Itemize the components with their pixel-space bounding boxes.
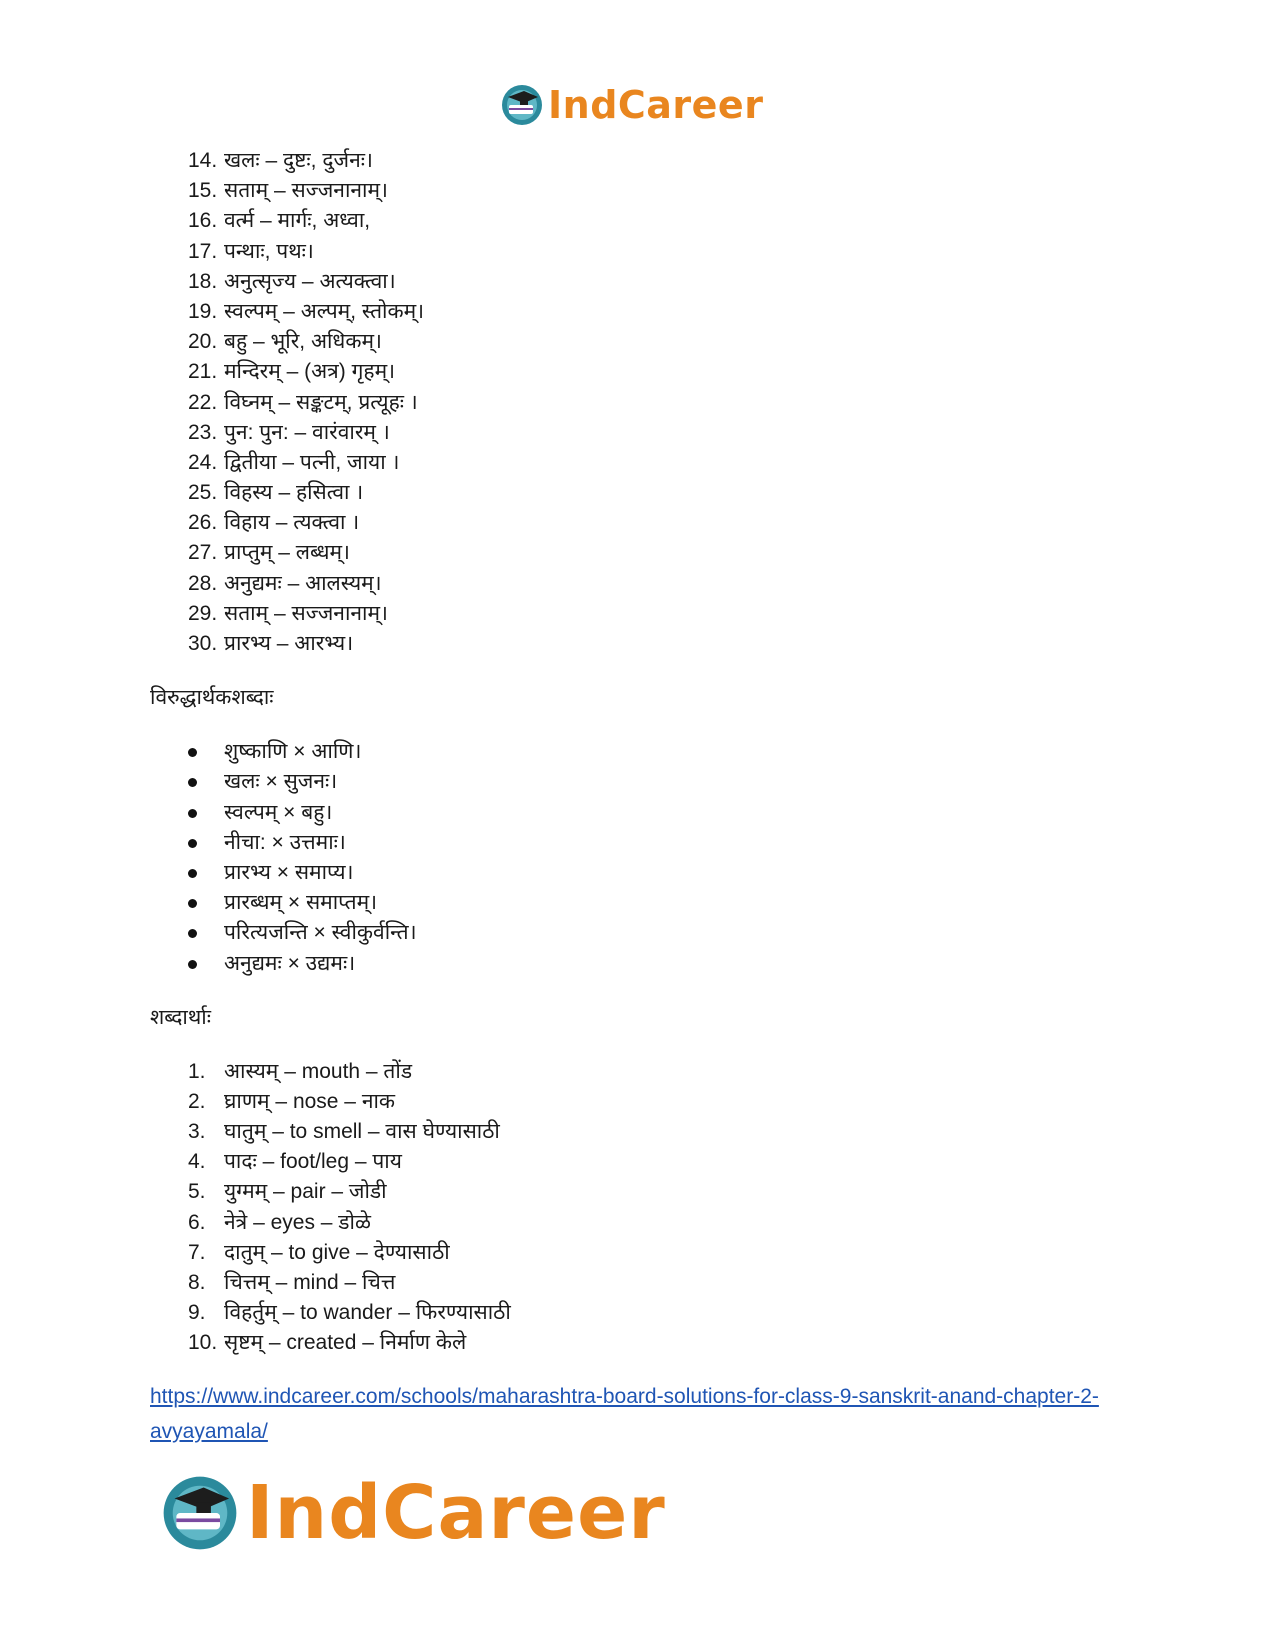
item-number: 17. — [188, 239, 218, 263]
item-number: 1. — [188, 1059, 206, 1083]
synonym-item — [188, 418, 1150, 448]
synonym-item — [188, 176, 1150, 206]
antonyms-heading: विरुद्धार्थकशब्दाः — [150, 686, 274, 710]
item-number: 29. — [188, 601, 218, 625]
antonym-item — [188, 949, 1150, 979]
item-number: 26. — [188, 511, 218, 535]
item-text: सृष्टम् – created – निर्माण केले — [224, 1331, 467, 1355]
item-number: 21. — [188, 360, 218, 384]
item-text: प्रारभ्य × समाप्य। — [224, 860, 354, 884]
antonym-item — [188, 798, 1150, 828]
bullet-icon — [188, 869, 197, 878]
item-number: 6. — [188, 1210, 206, 1234]
item-text: परित्यजन्ति × स्वीकुर्वन्ति। — [224, 921, 417, 945]
item-text: अनुद्यमः – आलस्यम्। — [224, 571, 382, 595]
item-text: घातुम् – to smell – वास घेण्यासाठी — [224, 1120, 500, 1144]
synonym-item — [188, 508, 1150, 538]
item-number: 23. — [188, 420, 218, 444]
item-number: 7. — [188, 1240, 206, 1264]
item-number: 15. — [188, 179, 218, 203]
antonym-item — [188, 828, 1150, 858]
main-content — [150, 146, 1150, 1449]
item-number: 8. — [188, 1271, 206, 1294]
bullet-icon — [188, 929, 197, 938]
brand-wordmark: IndCareer — [246, 1470, 666, 1556]
item-text: शुष्काणि × आणि। — [224, 740, 362, 764]
item-number: 18. — [188, 269, 218, 293]
meaning-item — [188, 1298, 1150, 1328]
bullet-icon — [188, 960, 197, 969]
header-logo — [500, 80, 763, 130]
synonym-item — [188, 237, 1150, 267]
footer-logo — [160, 1468, 666, 1558]
bullet-icon — [188, 778, 197, 787]
graduation-book-icon — [500, 83, 544, 127]
antonym-item — [188, 767, 1150, 797]
item-number: 5. — [188, 1180, 206, 1204]
item-text: पादः – foot/leg – पाय — [224, 1150, 402, 1174]
item-text: दातुम् – to give – देण्यासाठी — [224, 1240, 450, 1264]
antonym-item — [188, 858, 1150, 888]
meanings-list — [150, 1057, 1150, 1359]
item-number: 16. — [188, 209, 218, 233]
graduation-book-icon — [160, 1473, 240, 1553]
meanings-heading: शब्दार्थाः — [150, 1005, 211, 1029]
item-text: प्रारभ्य – आरभ्य। — [224, 632, 354, 655]
item-text: प्राप्तुम् – लब्धम्। — [224, 541, 350, 565]
item-text: नेत्रे – eyes – डोळे — [224, 1210, 371, 1234]
synonym-item — [188, 599, 1150, 629]
item-text: विघ्नम् – सङ्कटम्, प्रत्यूहः । — [224, 390, 418, 414]
synonym-item — [188, 146, 1150, 176]
item-text: विहाय – त्यक्त्वा । — [224, 511, 360, 535]
synonym-item — [188, 267, 1150, 297]
synonym-item — [188, 206, 1150, 236]
item-text: विहस्य – हसित्वा । — [224, 481, 364, 505]
item-text: पन्थाः, पथः। — [224, 239, 314, 263]
item-number: 14. — [188, 149, 218, 172]
item-number: 4. — [188, 1150, 206, 1174]
item-number: 9. — [188, 1301, 206, 1325]
item-number: 27. — [188, 541, 218, 565]
bullet-icon — [188, 899, 197, 908]
antonym-item — [188, 918, 1150, 948]
synonym-item — [188, 357, 1150, 387]
item-text: विहर्तुम् – to wander – फिरण्यासाठी — [224, 1301, 511, 1325]
item-text: खलः × सुजनः। — [224, 770, 338, 794]
antonyms-list — [150, 737, 1150, 979]
meaning-item — [188, 1117, 1150, 1147]
meaning-item — [188, 1177, 1150, 1207]
meaning-item — [188, 1238, 1150, 1268]
meaning-item — [188, 1087, 1150, 1117]
bullet-icon — [188, 809, 197, 818]
bullet-icon — [188, 839, 197, 848]
item-text: आस्यम् – mouth – तोंड — [224, 1059, 413, 1083]
item-text: घ्राणम् – nose – नाक — [224, 1089, 396, 1113]
item-text: प्रारब्धम् × समाप्तम्। — [224, 891, 378, 915]
bullet-icon — [188, 748, 197, 757]
item-text: युग्मम् – pair – जोडी — [224, 1180, 387, 1204]
meaning-item — [188, 1328, 1150, 1358]
item-text: स्वल्पम् × बहु। — [224, 800, 333, 824]
item-text: वर्त्म – मार्गः, अध्वा, — [224, 209, 371, 233]
item-text: अनुद्यमः × उद्यमः। — [224, 951, 356, 975]
synonym-item — [188, 569, 1150, 599]
item-text: बहु – भूरि, अधिकम्। — [224, 330, 382, 354]
meaning-item — [188, 1208, 1150, 1238]
item-text: सताम् – सज्जनानाम्। — [224, 601, 389, 625]
item-number: 24. — [188, 450, 218, 474]
item-number: 30. — [188, 632, 218, 655]
item-text: पुन: पुन: – वारंवारम् । — [224, 420, 390, 444]
item-number: 28. — [188, 571, 218, 595]
source-link[interactable]: https://www.indcareer.com/schools/maharashtra-board-solutions-for-class-9-sanskrit-anand-chapter-2-avyayamala/ — [150, 1384, 1099, 1443]
item-number: 25. — [188, 481, 218, 505]
item-number: 3. — [188, 1120, 206, 1144]
synonym-item — [188, 327, 1150, 357]
item-number: 22. — [188, 390, 218, 414]
item-number: 2. — [188, 1089, 206, 1113]
item-text: द्वितीया – पत्नी, जाया । — [224, 450, 400, 474]
item-text: मन्दिरम् – (अत्र) गृहम्। — [224, 360, 396, 384]
antonym-item — [188, 737, 1150, 767]
meaning-item — [188, 1057, 1150, 1087]
meaning-item — [188, 1268, 1150, 1298]
synonym-item — [188, 448, 1150, 478]
item-text: खलः – दुष्टः, दुर्जनः। — [224, 149, 373, 172]
item-text: सताम् – सज्जनानाम्। — [224, 179, 389, 203]
item-text: चित्तम् – mind – चित्त — [224, 1271, 396, 1294]
meaning-item — [188, 1147, 1150, 1177]
synonym-item — [188, 297, 1150, 327]
item-text: स्वल्पम् – अल्पम्, स्तोकम्। — [224, 299, 425, 323]
synonym-item — [188, 629, 1150, 659]
item-text: नीचा: × उत्तमाः। — [224, 830, 346, 854]
synonym-item — [188, 478, 1150, 508]
item-number: 19. — [188, 299, 218, 323]
brand-wordmark: IndCareer — [548, 83, 764, 127]
synonym-item — [188, 538, 1150, 568]
synonym-item — [188, 388, 1150, 418]
antonym-item — [188, 888, 1150, 918]
item-text: अनुत्सृज्य – अत्यक्त्वा। — [224, 269, 396, 293]
synonyms-list — [150, 146, 1150, 659]
item-number: 10. — [188, 1331, 218, 1355]
item-number: 20. — [188, 330, 218, 354]
